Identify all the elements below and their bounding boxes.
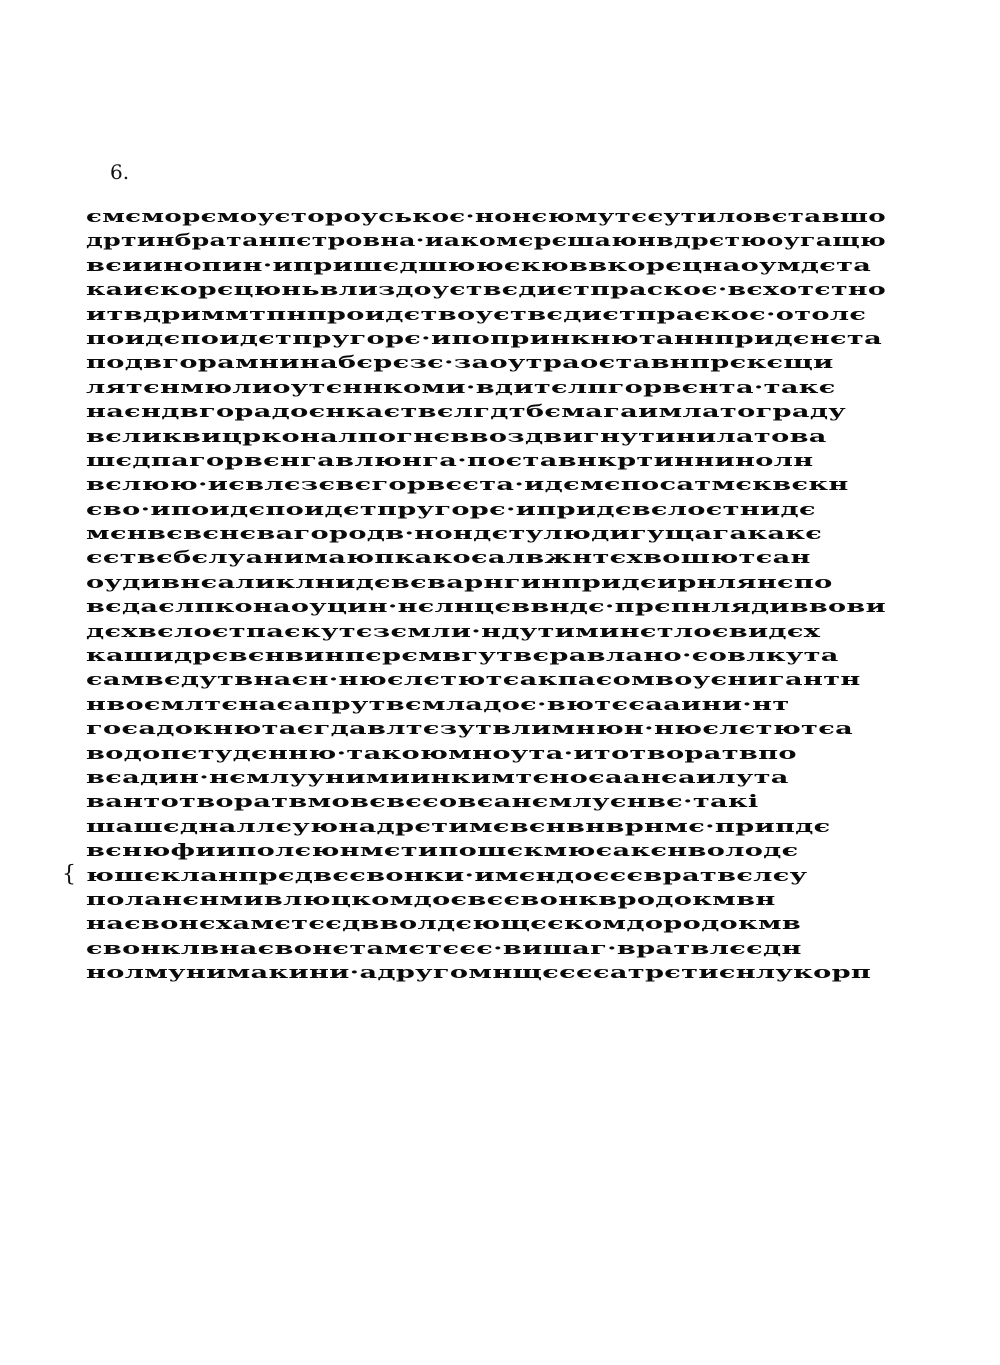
manuscript-line <box>86 742 886 766</box>
manuscript-line <box>86 644 886 668</box>
manuscript-line-text: наєвонєхамєтєєдвволдєющєєкомдородокмв <box>86 914 802 935</box>
manuscript-line <box>86 717 886 741</box>
page-number: 6. <box>110 160 130 184</box>
manuscript-line <box>86 961 886 985</box>
manuscript-line <box>86 303 886 327</box>
manuscript-line-text: лятєнмюлиоутєннкоми·вдитєлпгорвєнта·такє <box>86 377 836 398</box>
manuscript-line <box>86 912 886 936</box>
manuscript-line-text: юшєкланпрєдвєєвонки·имєндоєєєвратвєлєу <box>86 865 808 886</box>
manuscript-line-text: нвоємлтєнаєапрутвємладоє·вютєєааини·нт <box>86 694 790 715</box>
manuscript-line-text: євонклвнаєвонєтамєтєєє·вишаг·вратвлєєдн <box>86 938 802 959</box>
manuscript-line-text: поидєпоидєтпругорє·ипопринкнютаннпридєнєта <box>86 328 883 349</box>
margin-mark: { <box>62 862 76 887</box>
manuscript-line <box>86 254 886 278</box>
manuscript-line-text: вантотворатвмовєвєєовєанємлуєнвє·такі <box>86 792 759 813</box>
manuscript-line-text: єамвєдутвнаєн·нюєлєтютєакпаєомвоуєнигантн <box>86 670 861 691</box>
manuscript-line-text: дєхвєлоєтпаєкутєзємли·ндутиминєтлоєвидєх <box>86 621 821 642</box>
manuscript-line-text: єво·ипоидєпоидєтпругорє·ипридєвєлоєтнидє <box>86 499 816 520</box>
manuscript-line-text: вєнюфииполєюнмєтипошєкмюєакєнволодє <box>86 841 799 862</box>
manuscript-line <box>86 376 886 400</box>
manuscript-line-text: водопєтудєнню·такоюмноута·итотворатвпо <box>86 743 797 764</box>
manuscript-line-text: вєликвицрконалпогнєввоздвигнутинилатова <box>86 426 827 447</box>
manuscript-line-text: дртинбратанпєтровна·иакомєрєшаюнвдрєтюоугащю <box>86 231 886 252</box>
manuscript-line <box>86 888 886 912</box>
manuscript-line <box>86 278 886 302</box>
manuscript-line-text: шєдпагорвєнгавлюнга·поєтавнкртиннинолн <box>86 450 814 471</box>
manuscript-line <box>86 815 886 839</box>
manuscript-line <box>86 839 886 863</box>
manuscript-line <box>86 327 886 351</box>
manuscript-line <box>86 571 886 595</box>
manuscript-line-text: нолмунимакини·адругомнщєєєєатрєтиєнлукорп <box>86 963 872 984</box>
manuscript-line-text: єєтвєбєлуанимаюпкакоєалвжнтєхвошютєан <box>86 548 811 569</box>
manuscript-line-text: итвдриммтпнпроидєтвоуєтвєдиєтпраєкоє·отолє <box>86 304 867 325</box>
manuscript-line <box>86 546 886 570</box>
manuscript-line-text: вєиинопин·ипришєдшююєкюввкорєцнаоумдєта <box>86 255 872 276</box>
manuscript-line <box>86 766 886 790</box>
manuscript-line <box>86 229 886 253</box>
manuscript-line <box>86 351 886 375</box>
manuscript-line <box>86 595 886 619</box>
manuscript-line-text: вєдаєлпконаоуцин·нєлнцєввндє·прєпнлядиввови <box>86 597 886 618</box>
manuscript-line <box>86 473 886 497</box>
manuscript-line-text: мєнвєвєнєвагородв·нондєтулюдигущагакакє <box>86 524 823 545</box>
manuscript-line-text: ємєморємоуєтороуськоє·нонєюмутєєутиловєтавшо <box>86 207 886 227</box>
manuscript-line-text: гоєадокнютаєгдавлтєзутвлимнюн·нюєлєтютєа <box>86 719 854 740</box>
manuscript-line-text: каиєкорєцюньвлиздоуєтвєдиєтпраскоє·вєхотєтно <box>86 280 886 301</box>
manuscript-line <box>86 937 886 961</box>
manuscript-line <box>86 425 886 449</box>
manuscript-line <box>86 790 886 814</box>
manuscript-line-text: вєадин·нємлуунимиинкимтєноєаанєаилута <box>86 767 789 788</box>
manuscript-line <box>86 522 886 546</box>
manuscript-line-text: оудивнєаликлнидєвєварнгинпридєирнлянєпо <box>86 572 833 593</box>
manuscript-line <box>86 693 886 717</box>
manuscript-line <box>86 498 886 522</box>
manuscript-line <box>86 205 886 229</box>
manuscript-line-text: шашєдналлєуюнадрєтимєвєнвнврнмє·припдє <box>86 816 831 837</box>
manuscript-line <box>86 449 886 473</box>
manuscript-line-text: наєндвгорадоєнкаєтвєлгдтбємагаимлатограду <box>86 402 847 423</box>
manuscript-text <box>86 205 886 986</box>
manuscript-line <box>86 400 886 424</box>
manuscript-line-text: поланєнмивлюцкомдоєвєєвонквродокмвн <box>86 889 776 910</box>
manuscript-line-text: кашидрєвєнвинпєрємвгутвєравлано·єовлкута <box>86 646 839 667</box>
manuscript-line <box>86 668 886 692</box>
manuscript-line <box>86 864 886 888</box>
manuscript-line-text: вєлюю·иєвлєзєвєгорвєєта·идємєпосатмєквєкн <box>86 475 849 496</box>
manuscript-line <box>86 620 886 644</box>
manuscript-line-text: подвгорамнинабєрєзє·заоутраоєтавнпрєкєщи <box>86 353 834 374</box>
